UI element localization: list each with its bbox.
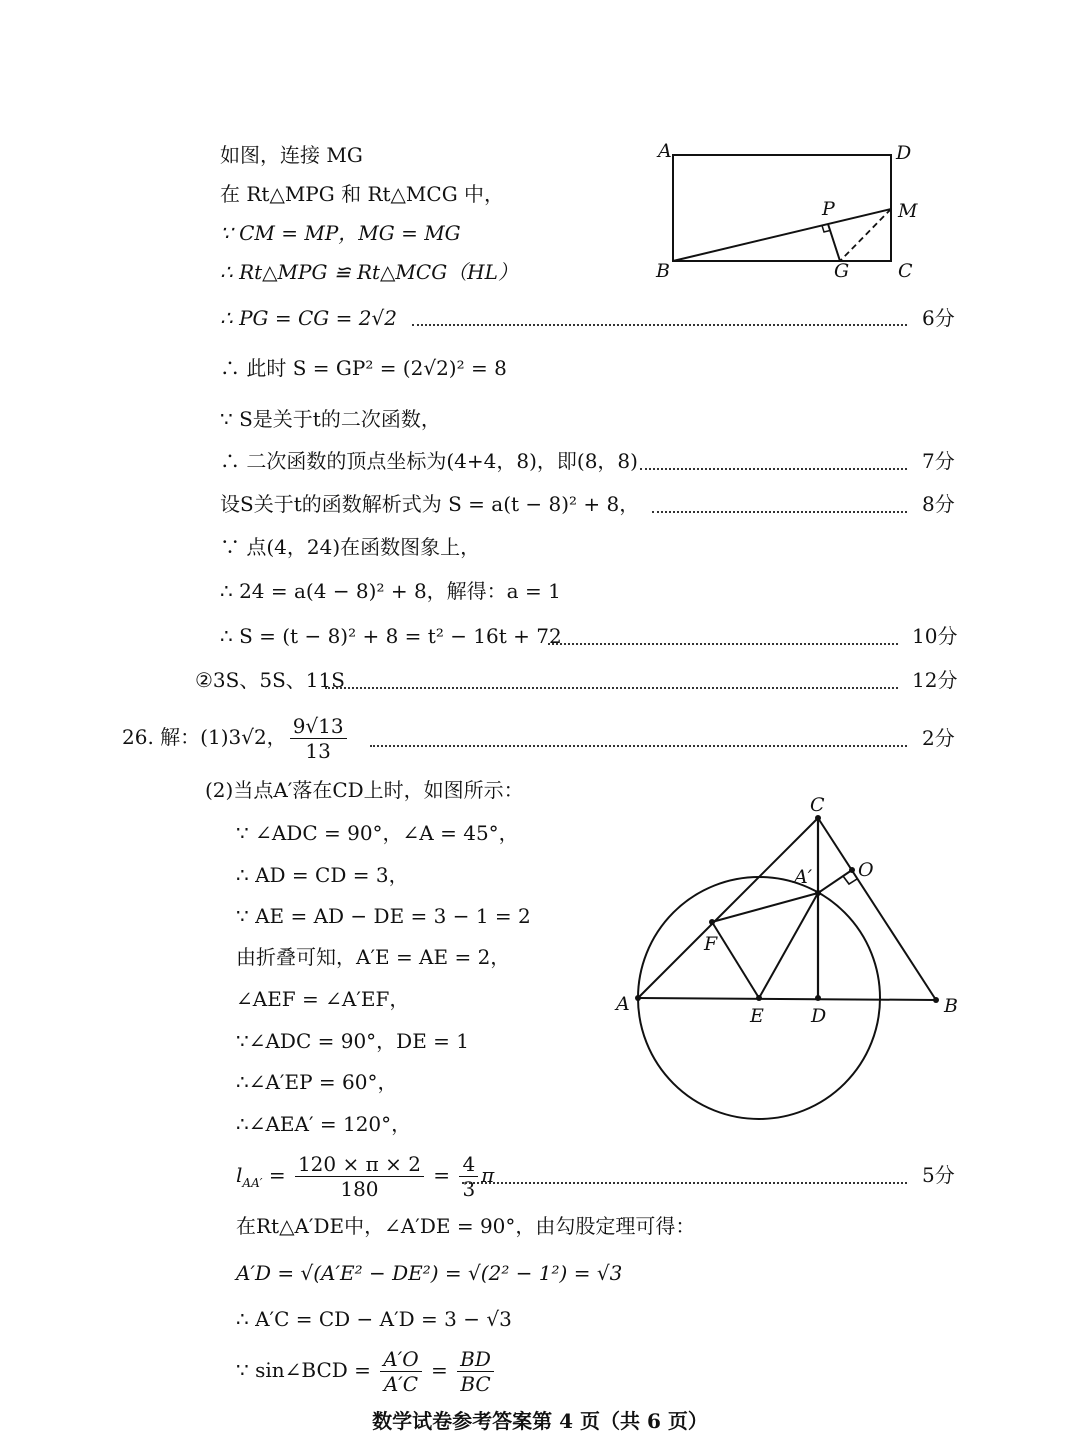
fraction — [295, 1152, 424, 1201]
right-angle-mark-o — [843, 876, 857, 884]
rect-abcd — [673, 155, 891, 261]
score-12: 12分 — [912, 668, 958, 692]
line-s-expression: ∴ S = (t − 8)² + 8 = t² − 16t + 72 — [220, 624, 562, 648]
fraction — [380, 1347, 421, 1396]
segment-bm — [673, 209, 891, 261]
dot-leader — [412, 324, 907, 326]
pi: π — [481, 1163, 495, 1187]
line-angle-aef: ∠AEF = ∠A′EF， — [236, 987, 410, 1011]
denominator: BC — [460, 1372, 491, 1396]
denominator: 180 — [340, 1177, 379, 1201]
label-m: M — [898, 200, 918, 222]
line-part2-answer: ②3S、5S、11S — [195, 668, 345, 692]
label-o: O — [858, 859, 874, 881]
numerator: BD — [457, 1347, 494, 1372]
label-p: P — [822, 198, 835, 220]
line-solve-a: ∴ 24 = a(4 − 8)² + 8，解得：a = 1 — [220, 579, 561, 603]
point-e — [756, 995, 762, 1001]
line-angle-adc: ∵ ∠ADC = 90°，∠A = 45°， — [236, 821, 519, 845]
denominator: 13 — [305, 739, 331, 763]
line-pythagoras: 在Rt△A′DE中，∠A′DE = 90°，由勾股定理可得： — [236, 1214, 696, 1238]
dot-leader — [652, 511, 907, 513]
score-8: 8分 — [922, 492, 955, 516]
arc-l: l — [236, 1163, 243, 1187]
fraction — [459, 1152, 478, 1201]
dot-leader — [640, 468, 907, 470]
label-c2: C — [810, 794, 825, 816]
line-q26-part2: (2)当点A′落在CD上时，如图所示： — [205, 778, 524, 802]
line-connect-mg: 如图，连接 MG — [220, 143, 363, 167]
denominator: A′C — [383, 1372, 419, 1396]
sin-prefix: ∵ sin∠BCD = — [236, 1358, 371, 1382]
label-d2: D — [811, 1005, 827, 1027]
line-pg-cg: ∴ PG = CG = 2√2 — [220, 306, 397, 330]
dot-leader — [462, 1182, 907, 1184]
line-a1c: ∴ A′C = CD − A′D = 3 − √3 — [236, 1307, 512, 1331]
label-g: G — [834, 260, 850, 282]
score-10: 10分 — [912, 624, 958, 648]
label-a1: A′ — [794, 866, 813, 888]
numerator: A′O — [380, 1347, 421, 1372]
denominator: 3 — [462, 1177, 476, 1201]
arc-sub: AA′ — [242, 1176, 263, 1190]
segment-ea1 — [759, 893, 818, 998]
line-set-function: 设S关于t的函数解析式为 S = a(t − 8)² + 8， — [220, 492, 640, 516]
line-vertex: ∴ 二次函数的顶点坐标为(4+4，8)，即(8，8) — [220, 449, 638, 473]
fraction — [457, 1347, 494, 1396]
point-d — [815, 995, 821, 1001]
line-a1d: A′D = √(A′E² − DE²) = √(2² − 1²) = √3 — [236, 1261, 623, 1285]
line-cm-mp: ∵ CM = MP，MG = MG — [220, 221, 461, 245]
segment-pg — [828, 224, 840, 261]
dot-leader — [370, 745, 907, 747]
line-in-triangles: 在 Rt△MPG 和 Rt△MCG 中， — [220, 182, 505, 206]
segment-ac — [638, 818, 818, 998]
segment-mg-dashed — [840, 209, 891, 261]
q26-prefix: 26. 解：(1)3√2， — [122, 725, 287, 749]
line-point-on-graph: ∵ 点(4，24)在函数图象上， — [220, 535, 481, 559]
score-2: 2分 — [922, 726, 955, 750]
line-arc-length: $l_{AA'}$ = $\frac{120 \times \pi \times 2}{180}$ = $\frac{4}{3}$ π — [236, 1152, 495, 1201]
line-ad-cd: ∴ AD = CD = 3， — [236, 863, 409, 887]
numerator: 4 — [459, 1152, 478, 1177]
score-6: 6分 — [922, 306, 955, 330]
label-a: A — [658, 140, 672, 162]
line-angle-60: ∴∠A′EP = 60°， — [236, 1070, 398, 1094]
point-a1 — [815, 890, 821, 896]
label-e: E — [750, 1005, 764, 1027]
label-b2: B — [944, 995, 958, 1017]
point-a — [635, 995, 641, 1001]
line-s-value: ∴ 此时 S = GP² = (2√2)² = 8 — [220, 356, 507, 380]
fraction — [290, 714, 347, 763]
figure-circle-triangle — [600, 790, 980, 1130]
segment-fe — [712, 922, 759, 998]
point-f — [709, 919, 715, 925]
label-c: C — [898, 260, 913, 282]
line-q26-part1 — [122, 712, 350, 763]
dot-leader — [325, 687, 898, 689]
line-quadratic: ∵ S是关于t的二次函数， — [220, 407, 441, 431]
segment-ab — [638, 998, 936, 1000]
line-angle-120: ∴∠AEA′ = 120°， — [236, 1112, 412, 1136]
line-congruent: ∴ Rt△MPG ≌ Rt△MCG（HL） — [220, 260, 518, 284]
numerator: 120 × π × 2 — [295, 1152, 424, 1177]
score-5: 5分 — [922, 1163, 955, 1187]
label-a2: A — [616, 993, 630, 1015]
dot-leader — [548, 643, 898, 645]
line-de: ∵∠ADC = 90°，DE = 1 — [236, 1029, 470, 1053]
label-d: D — [896, 142, 912, 164]
label-b: B — [656, 260, 670, 282]
line-fold: 由折叠可知，A′E = AE = 2， — [236, 945, 511, 969]
label-f: F — [704, 933, 718, 955]
page-footer: 数学试卷参考答案第 4 页（共 6 页） — [372, 1409, 708, 1433]
point-b — [933, 997, 939, 1003]
numerator: 9√13 — [290, 714, 347, 739]
line-ae: ∵ AE = AD − DE = 3 − 1 = 2 — [236, 904, 531, 928]
line-sin-bcd: ∵ sin∠BCD = $\frac{A'O}{A'C}$ = $\frac{BD}{BC}$ — [236, 1345, 497, 1396]
score-7: 7分 — [922, 449, 955, 473]
figure-rectangle — [650, 135, 930, 285]
point-o — [849, 867, 855, 873]
